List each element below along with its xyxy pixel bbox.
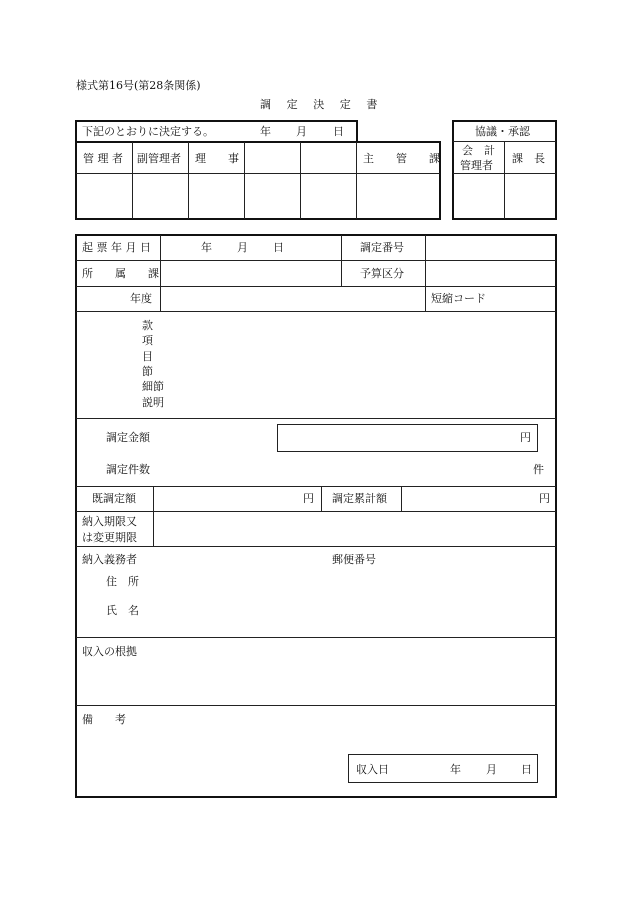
accounting-label-line1: 会 計 (462, 144, 495, 157)
role-director: 理 事 (195, 152, 239, 165)
row-divider (76, 286, 556, 287)
row-divider (76, 511, 556, 512)
obligor-label: 納入義務者 (82, 553, 137, 566)
receipt-year-label: 年 (450, 763, 461, 776)
prior-assessed-yen: 円 (303, 492, 314, 505)
draft-month-label: 月 (237, 241, 248, 254)
cumulative-yen: 円 (539, 492, 550, 505)
col-divider (401, 487, 402, 511)
draft-date-label: 起 票 年 月 日 (82, 241, 151, 254)
col-divider (321, 487, 322, 511)
role-deputy-manager: 副管理者 (137, 152, 181, 165)
decision-year-label: 年 (260, 125, 271, 138)
role-manager: 管 理 者 (83, 152, 123, 165)
col-divider (425, 235, 426, 311)
col-divider (153, 487, 154, 546)
approval-col-divider (244, 142, 245, 219)
approval-col-divider (356, 142, 357, 219)
name-label: 氏 名 (106, 604, 139, 617)
col-divider (341, 235, 342, 286)
consultation-title: 協議・承認 (475, 125, 530, 138)
approval-col-divider (300, 142, 301, 219)
accounting-label-line2: 管理者 (460, 159, 493, 172)
receipt-month-label: 月 (486, 763, 497, 776)
address-label: 住 所 (106, 575, 139, 588)
receipt-date-label: 収入日 (356, 763, 389, 776)
cumulative-label: 調定累計額 (332, 492, 387, 505)
approval-col-divider (188, 142, 189, 219)
class-description: 説明 (142, 396, 164, 409)
row-divider (76, 418, 556, 419)
assessment-count-label: 調定件数 (106, 463, 150, 476)
assessed-amount-field[interactable] (277, 424, 538, 452)
prior-assessed-label: 既調定額 (92, 492, 136, 505)
fiscal-year-label: 年度 (130, 292, 152, 305)
form-number: 様式第16号(第28条関係) (76, 79, 201, 92)
remarks-label: 備 考 (82, 713, 126, 726)
assessed-amount-yen: 円 (520, 431, 531, 444)
class-setsu: 節 (142, 365, 153, 378)
role-chief-section: 主 管 課 (363, 152, 440, 165)
assessment-number-label: 調定番号 (360, 241, 404, 254)
draft-year-label: 年 (201, 241, 212, 254)
consultation-divider (504, 142, 505, 219)
decision-day-label: 日 (333, 125, 344, 138)
department-label: 所 属 課 (82, 267, 159, 280)
row-divider (76, 546, 556, 547)
assessment-count-unit: 件 (533, 463, 544, 476)
decision-statement: 下記のとおりに決定する。 (82, 125, 214, 138)
approval-row-divider (76, 173, 440, 174)
section-chief-label: 課 長 (512, 152, 545, 165)
row-divider (76, 486, 556, 487)
receipt-day-label: 日 (521, 763, 532, 776)
revenue-basis-label: 収入の根拠 (82, 645, 137, 658)
row-divider (76, 705, 556, 706)
col-divider (160, 235, 161, 311)
row-divider (76, 311, 556, 312)
decision-month-label: 月 (296, 125, 307, 138)
row-divider (76, 637, 556, 638)
draft-day-label: 日 (273, 241, 284, 254)
class-kou: 項 (142, 334, 153, 347)
class-saisetsu: 細節 (142, 380, 164, 393)
deadline-label-line2: は変更期限 (82, 531, 137, 544)
page-title: 調 定 決 定 書 (260, 98, 384, 111)
approval-col-divider (132, 142, 133, 219)
deadline-label-line1: 納入期限又 (82, 515, 137, 528)
short-code-label: 短縮コード (431, 292, 486, 305)
assessed-amount-label: 調定金額 (106, 431, 150, 444)
class-moku: 目 (142, 350, 153, 363)
class-kan: 款 (142, 319, 153, 332)
row-divider (76, 260, 556, 261)
postal-code-label: 郵便番号 (332, 553, 376, 566)
budget-category-label: 予算区分 (360, 267, 404, 280)
